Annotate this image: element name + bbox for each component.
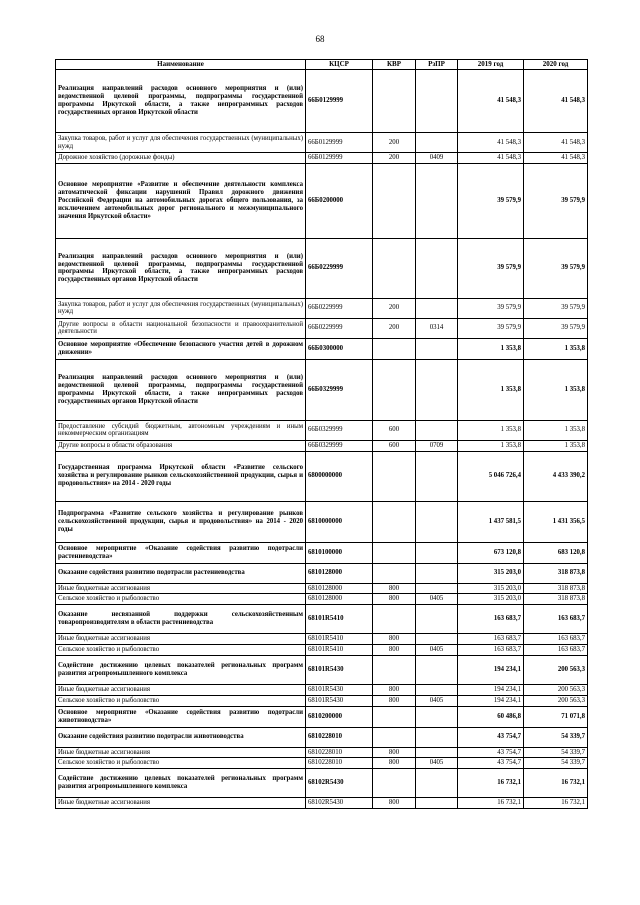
row-2020-cell: 1 353,8	[524, 338, 588, 359]
row-name-cell: Сельское хозяйство и рыболовство	[56, 645, 306, 656]
row-kvr-cell: 200	[373, 298, 416, 318]
row-2020-cell: 16 732,1	[524, 798, 588, 809]
row-rzpr-cell	[416, 563, 458, 583]
row-2020-cell: 1 353,8	[524, 420, 588, 440]
row-kcsr-cell: 6810128000	[306, 594, 373, 605]
row-rzpr-cell	[416, 451, 458, 501]
row-2020-cell: 200 563,3	[524, 684, 588, 695]
row-2019-cell: 39 579,9	[458, 298, 524, 318]
row-kvr-cell	[373, 706, 416, 727]
row-2019-cell: 39 579,9	[458, 318, 524, 338]
table-row	[56, 695, 588, 706]
row-rzpr-cell	[416, 238, 458, 298]
row-2019-cell: 163 683,7	[458, 605, 524, 634]
row-kvr-cell	[373, 359, 416, 420]
row-2019-cell: 315 203,0	[458, 594, 524, 605]
row-rzpr-cell	[416, 605, 458, 634]
row-rzpr-cell	[416, 133, 458, 153]
row-2019-cell: 194 234,1	[458, 655, 524, 684]
row-kvr-cell	[373, 451, 416, 501]
row-rzpr-cell	[416, 798, 458, 809]
table-row	[56, 706, 588, 727]
row-name-cell: Государственная программа Иркутской области «Развитие сельского хозяйства и регулирование рынков сельскохозяйственной продукции, сырья и продовольствия» на 2014 - 2020 годы	[56, 451, 306, 501]
row-rzpr-cell	[416, 634, 458, 645]
page-number: 68	[315, 34, 325, 44]
row-name-cell: Оказание содействия развитию подотрасли растениеводства	[56, 563, 306, 583]
table-row	[56, 420, 588, 440]
row-kvr-cell: 600	[373, 440, 416, 451]
row-rzpr-cell: 0405	[416, 695, 458, 706]
row-name-cell: Содействие достижению целевых показателей региональных программ развития агропромышленного комплекса	[56, 655, 306, 684]
row-kvr-cell	[373, 769, 416, 798]
table-row	[56, 133, 588, 153]
row-2020-cell: 200 563,3	[524, 655, 588, 684]
row-kvr-cell	[373, 563, 416, 583]
table-row	[56, 798, 588, 809]
row-rzpr-cell	[416, 70, 458, 133]
row-2020-cell: 1 353,8	[524, 440, 588, 451]
row-rzpr-cell	[416, 338, 458, 359]
row-rzpr-cell	[416, 706, 458, 727]
row-rzpr-cell: 0405	[416, 758, 458, 769]
row-name-cell: Сельское хозяйство и рыболовство	[56, 594, 306, 605]
row-2020-cell: 163 683,7	[524, 605, 588, 634]
row-kvr-cell: 200	[373, 133, 416, 153]
row-kvr-cell: 800	[373, 747, 416, 758]
table-row	[56, 298, 588, 318]
header-rzpr: РзПР	[416, 60, 458, 70]
row-kvr-cell: 800	[373, 758, 416, 769]
row-kcsr-cell: 6810128000	[306, 583, 373, 594]
row-name-cell: Другие вопросы в области образования	[56, 440, 306, 451]
row-2020-cell: 163 683,7	[524, 645, 588, 656]
row-kcsr-cell: 66Б0329999	[306, 420, 373, 440]
row-kvr-cell	[373, 727, 416, 747]
row-name-cell: Иные бюджетные ассигнования	[56, 583, 306, 594]
row-2020-cell: 163 683,7	[524, 634, 588, 645]
header-kvr: КВР	[373, 60, 416, 70]
header-2019: 2019 год	[458, 60, 524, 70]
row-kcsr-cell: 66Б0129999	[306, 133, 373, 153]
table-row	[56, 163, 588, 238]
row-2020-cell: 318 873,8	[524, 594, 588, 605]
row-rzpr-cell	[416, 583, 458, 594]
row-name-cell: Сельское хозяйство и рыболовство	[56, 758, 306, 769]
row-kvr-cell: 200	[373, 153, 416, 164]
row-2019-cell: 41 548,3	[458, 133, 524, 153]
row-2020-cell: 683 120,8	[524, 542, 588, 563]
row-kcsr-cell: 66Б0329999	[306, 440, 373, 451]
row-name-cell: Оказание содействия развитию подотрасли животноводства	[56, 727, 306, 747]
table-row	[56, 542, 588, 563]
row-kcsr-cell: 68101R5430	[306, 695, 373, 706]
budget-table	[55, 59, 588, 809]
row-name-cell: Предоставление субсидий бюджетным, автономным учреждениям и иным некоммерческим организациям	[56, 420, 306, 440]
row-2019-cell: 315 203,0	[458, 563, 524, 583]
row-kvr-cell	[373, 501, 416, 542]
row-name-cell: Подпрограмма «Развитие сельского хозяйства и регулирование рынков сельскохозяйственной продукции, сырья и продовольствия» на 2014 - 2020 годы	[56, 501, 306, 542]
row-2019-cell: 16 732,1	[458, 769, 524, 798]
row-kcsr-cell: 66Б0229999	[306, 238, 373, 298]
row-rzpr-cell: 0409	[416, 153, 458, 164]
row-2020-cell: 39 579,9	[524, 163, 588, 238]
row-kcsr-cell: 68102R5430	[306, 769, 373, 798]
row-kvr-cell: 800	[373, 798, 416, 809]
table-row	[56, 605, 588, 634]
row-2019-cell: 1 353,8	[458, 440, 524, 451]
row-name-cell: Закупка товаров, работ и услуг для обеспечения государственных (муниципальных) нужд	[56, 298, 306, 318]
table-row	[56, 583, 588, 594]
row-kcsr-cell: 66Б0229999	[306, 298, 373, 318]
row-name-cell: Реализация направлений расходов основного мероприятия и (или) ведомственной целевой программы, подпрограммы государственной программы Иркутской области, а также непрограммных расходов государственных органов Иркутской области	[56, 238, 306, 298]
table-row	[56, 634, 588, 645]
row-2020-cell: 1 431 356,5	[524, 501, 588, 542]
row-2020-cell: 54 339,7	[524, 747, 588, 758]
row-kcsr-cell: 66Б0300000	[306, 338, 373, 359]
row-2019-cell: 194 234,1	[458, 695, 524, 706]
header-kcsr: КЦСР	[306, 60, 373, 70]
row-kvr-cell: 600	[373, 420, 416, 440]
row-2019-cell: 163 683,7	[458, 645, 524, 656]
row-rzpr-cell	[416, 501, 458, 542]
row-name-cell: Основное мероприятие «Оказание содействия развитию подотрасли животноводства»	[56, 706, 306, 727]
row-2020-cell: 71 071,8	[524, 706, 588, 727]
table-row	[56, 769, 588, 798]
row-2019-cell: 43 754,7	[458, 758, 524, 769]
row-2020-cell: 41 548,3	[524, 133, 588, 153]
row-rzpr-cell	[416, 727, 458, 747]
row-2020-cell: 4 433 390,2	[524, 451, 588, 501]
row-kvr-cell: 800	[373, 583, 416, 594]
row-kvr-cell	[373, 655, 416, 684]
header-2020: 2020 год	[524, 60, 588, 70]
table-row	[56, 451, 588, 501]
row-rzpr-cell	[416, 684, 458, 695]
row-kcsr-cell: 6810228010	[306, 747, 373, 758]
row-rzpr-cell	[416, 359, 458, 420]
row-name-cell: Дорожное хозяйство (дорожные фонды)	[56, 153, 306, 164]
row-name-cell: Закупка товаров, работ и услуг для обеспечения государственных (муниципальных) нужд	[56, 133, 306, 153]
row-kcsr-cell: 6810128000	[306, 563, 373, 583]
row-2019-cell: 41 548,3	[458, 70, 524, 133]
row-kcsr-cell: 66Б0329999	[306, 359, 373, 420]
row-2019-cell: 41 548,3	[458, 153, 524, 164]
table-row	[56, 338, 588, 359]
table-header-row	[56, 60, 588, 70]
row-kcsr-cell: 66Б0129999	[306, 153, 373, 164]
row-rzpr-cell: 0405	[416, 645, 458, 656]
table-row	[56, 153, 588, 164]
table-row	[56, 318, 588, 338]
row-rzpr-cell	[416, 655, 458, 684]
row-kcsr-cell: 6810228010	[306, 727, 373, 747]
row-kvr-cell	[373, 542, 416, 563]
row-name-cell: Иные бюджетные ассигнования	[56, 747, 306, 758]
row-name-cell: Сельское хозяйство и рыболовство	[56, 695, 306, 706]
row-kvr-cell: 200	[373, 318, 416, 338]
row-2020-cell: 200 563,3	[524, 695, 588, 706]
row-kcsr-cell: 6810200000	[306, 706, 373, 727]
row-rzpr-cell	[416, 163, 458, 238]
row-2019-cell: 43 754,7	[458, 747, 524, 758]
row-kvr-cell: 800	[373, 645, 416, 656]
row-name-cell: Иные бюджетные ассигнования	[56, 684, 306, 695]
row-2020-cell: 41 548,3	[524, 70, 588, 133]
row-2019-cell: 1 353,8	[458, 359, 524, 420]
table-row	[56, 727, 588, 747]
row-kcsr-cell: 68101R5430	[306, 655, 373, 684]
row-rzpr-cell	[416, 542, 458, 563]
row-name-cell: Основное мероприятие «Развитие и обеспечение деятельности комплекса автоматической фиксации нарушений Правил дорожного движения Российской Федерации на автомобильных дорогах общего пользования, за исключением автомобильных дорог регионального и межмуниципального значения Иркутской области»	[56, 163, 306, 238]
table-row	[56, 501, 588, 542]
row-2019-cell: 163 683,7	[458, 634, 524, 645]
row-2019-cell: 1 353,8	[458, 420, 524, 440]
row-2020-cell: 1 353,8	[524, 359, 588, 420]
row-name-cell: Основное мероприятие «Оказание содействия развитию подотрасли растениеводства»	[56, 542, 306, 563]
row-2019-cell: 60 486,8	[458, 706, 524, 727]
row-2019-cell: 1 437 581,5	[458, 501, 524, 542]
table-row	[56, 758, 588, 769]
table-row	[56, 655, 588, 684]
row-name-cell: Иные бюджетные ассигнования	[56, 634, 306, 645]
row-kcsr-cell: 68101R5410	[306, 645, 373, 656]
row-rzpr-cell	[416, 298, 458, 318]
row-2019-cell: 39 579,9	[458, 163, 524, 238]
row-kvr-cell: 800	[373, 634, 416, 645]
row-2019-cell: 5 046 726,4	[458, 451, 524, 501]
row-2019-cell: 43 754,7	[458, 727, 524, 747]
row-rzpr-cell	[416, 747, 458, 758]
row-name-cell: Реализация направлений расходов основного мероприятия и (или) ведомственной целевой программы, подпрограммы государственной программы Иркутской области, а также непрограммных расходов государственных органов Иркутской области	[56, 70, 306, 133]
row-kvr-cell: 800	[373, 594, 416, 605]
row-2020-cell: 318 873,8	[524, 563, 588, 583]
table-row	[56, 563, 588, 583]
row-2019-cell: 16 732,1	[458, 798, 524, 809]
table-row	[56, 684, 588, 695]
row-2020-cell: 39 579,9	[524, 318, 588, 338]
row-kvr-cell	[373, 605, 416, 634]
row-kcsr-cell: 6810100000	[306, 542, 373, 563]
row-kvr-cell: 800	[373, 684, 416, 695]
row-kcsr-cell: 6810228010	[306, 758, 373, 769]
row-2020-cell: 54 339,7	[524, 758, 588, 769]
row-kcsr-cell: 66Б0229999	[306, 318, 373, 338]
table-row	[56, 747, 588, 758]
row-2019-cell: 673 120,8	[458, 542, 524, 563]
row-rzpr-cell: 0405	[416, 594, 458, 605]
row-name-cell: Основное мероприятие «Обеспечение безопасного участия детей в дорожном движении»	[56, 338, 306, 359]
row-2020-cell: 41 548,3	[524, 153, 588, 164]
table-row	[56, 645, 588, 656]
row-kvr-cell	[373, 338, 416, 359]
row-kvr-cell	[373, 163, 416, 238]
row-name-cell: Другие вопросы в области национальной безопасности и правоохранительной деятельности	[56, 318, 306, 338]
row-2019-cell: 315 203,0	[458, 583, 524, 594]
row-kvr-cell: 800	[373, 695, 416, 706]
row-kcsr-cell: 68101R5410	[306, 605, 373, 634]
row-2019-cell: 39 579,9	[458, 238, 524, 298]
row-kcsr-cell: 68101R5410	[306, 634, 373, 645]
row-name-cell: Содействие достижению целевых показателей региональных программ развития агропромышленного комплекса	[56, 769, 306, 798]
row-rzpr-cell: 0709	[416, 440, 458, 451]
row-kcsr-cell: 6810000000	[306, 501, 373, 542]
row-kcsr-cell: 66Б0129999	[306, 70, 373, 133]
row-2020-cell: 54 339,7	[524, 727, 588, 747]
table-row	[56, 238, 588, 298]
row-2019-cell: 194 234,1	[458, 684, 524, 695]
table-row	[56, 440, 588, 451]
row-2020-cell: 318 873,8	[524, 583, 588, 594]
row-kcsr-cell: 66Б0200000	[306, 163, 373, 238]
row-2020-cell: 16 732,1	[524, 769, 588, 798]
row-name-cell: Иные бюджетные ассигнования	[56, 798, 306, 809]
row-2019-cell: 1 353,8	[458, 338, 524, 359]
table-body	[56, 70, 588, 809]
row-rzpr-cell: 0314	[416, 318, 458, 338]
row-2020-cell: 39 579,9	[524, 298, 588, 318]
table-row	[56, 594, 588, 605]
table-row	[56, 359, 588, 420]
row-2020-cell: 39 579,9	[524, 238, 588, 298]
header-name: Наименование	[56, 60, 306, 70]
row-rzpr-cell	[416, 769, 458, 798]
row-name-cell: Реализация направлений расходов основного мероприятия и (или) ведомственной целевой программы, подпрограммы государственной программы Иркутской области, а также непрограммных расходов государственных органов Иркутской области	[56, 359, 306, 420]
table-row	[56, 70, 588, 133]
row-kvr-cell	[373, 70, 416, 133]
row-kcsr-cell: 68101R5430	[306, 684, 373, 695]
row-kcsr-cell: 6800000000	[306, 451, 373, 501]
row-kcsr-cell: 68102R5430	[306, 798, 373, 809]
row-kvr-cell	[373, 238, 416, 298]
row-name-cell: Оказание несвязанной поддержки сельскохозяйственным товаропроизводителям в области растениеводства	[56, 605, 306, 634]
row-rzpr-cell	[416, 420, 458, 440]
